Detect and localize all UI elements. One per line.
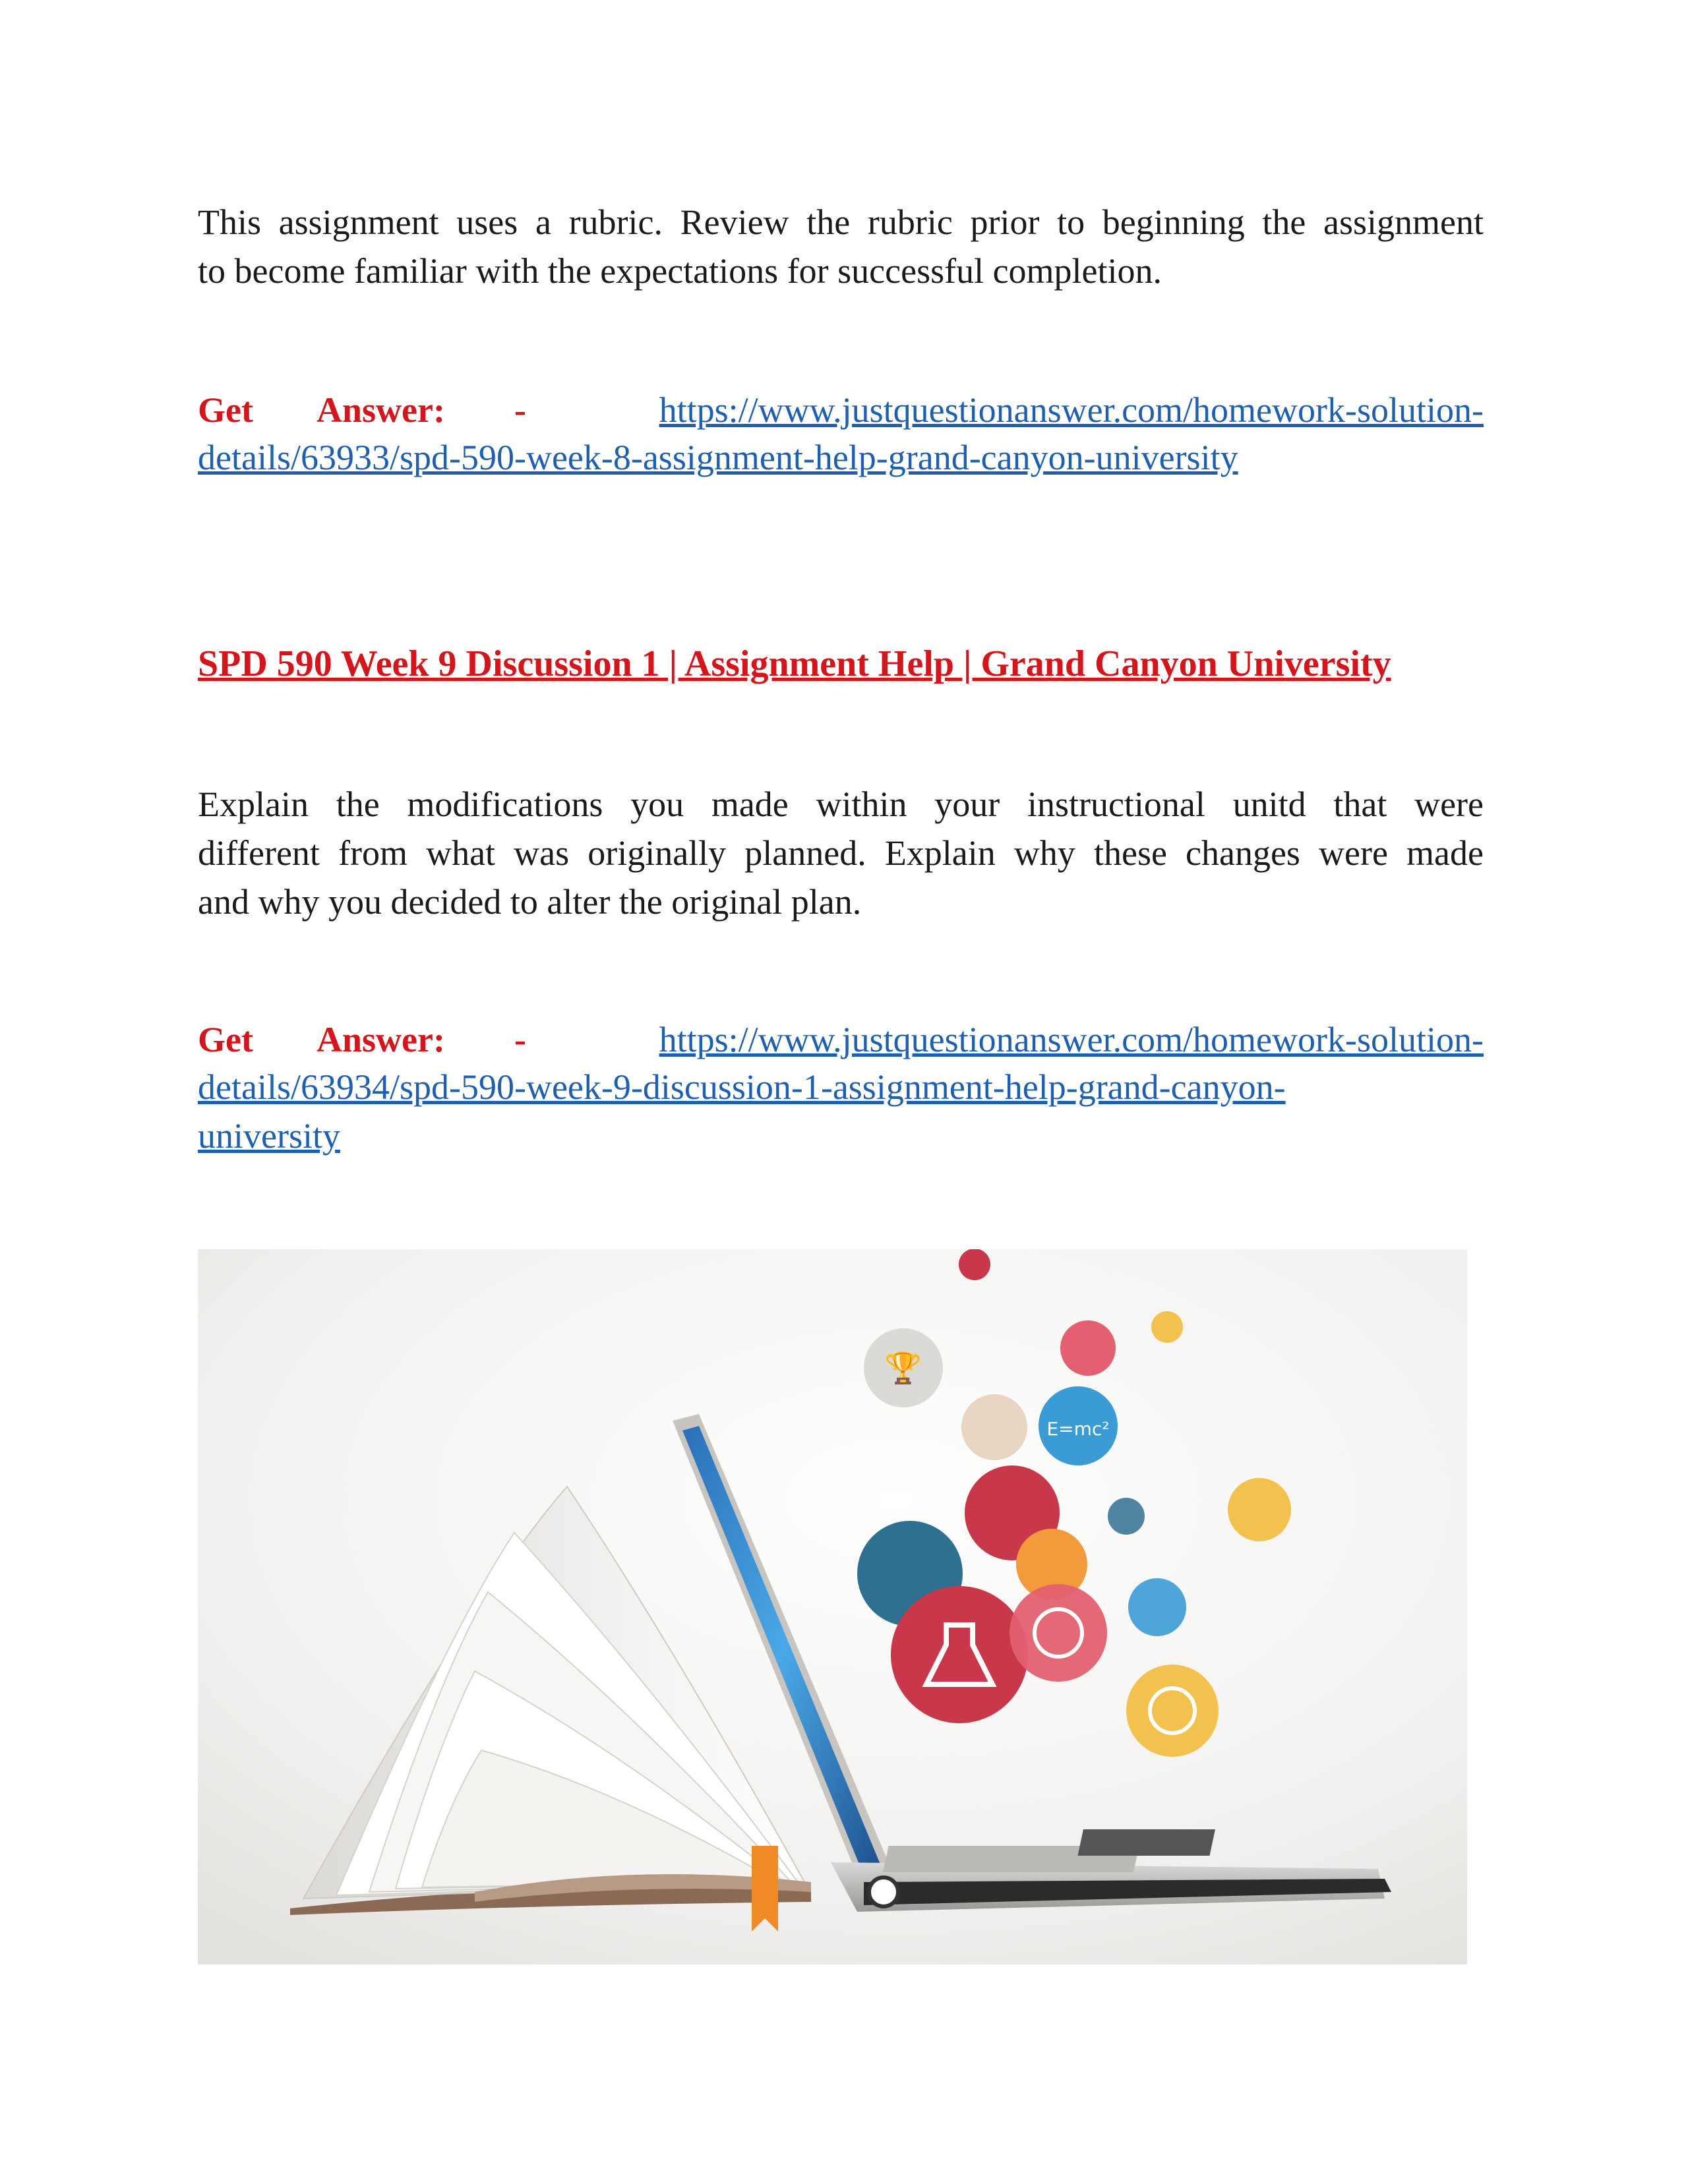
- formula-text: E=mc²: [1046, 1418, 1110, 1440]
- modifications-line-3: and why you decided to alter the original plan.: [198, 882, 862, 922]
- monitor-icon: [1108, 1498, 1145, 1535]
- rubric-line-2: to become familiar with the expectations for successful completion.: [198, 251, 1162, 291]
- answer-link-2-part-2[interactable]: details/63934/spd-590-week-9-discussion-1-assignment-help-grand-canyon-: [198, 1067, 1286, 1107]
- dash-label: -: [514, 390, 526, 430]
- get-label: Get: [198, 1020, 253, 1059]
- modifications-line-2: different from what was originally planned. Explain why these changes were made: [198, 833, 1484, 873]
- football-icon: [961, 1394, 1027, 1460]
- illustration-svg: [198, 1249, 1467, 1964]
- rubric-paragraph: [198, 198, 1484, 295]
- atom-icon: [1060, 1320, 1116, 1376]
- svg-text:🏆: 🏆: [884, 1350, 922, 1386]
- modifications-paragraph: [198, 780, 1484, 926]
- globe-icon: [1010, 1584, 1107, 1682]
- rubric-line-1: This assignment uses a rubric. Review the rubric prior to beginning the assignment: [198, 202, 1484, 242]
- answer-label: Answer:: [316, 1020, 445, 1059]
- get-answer-line-1: [198, 386, 1484, 434]
- calculator-icon: [1128, 1578, 1186, 1636]
- answer-link-1-part-2[interactable]: details/63933/spd-590-week-8-assignment-help-grand-canyon-university: [198, 438, 1238, 477]
- answer-link-1-part-1[interactable]: https://www.justquestionanswer.com/homework-solution-: [659, 390, 1484, 430]
- dash-label: -: [514, 1020, 526, 1059]
- discussion-heading[interactable]: SPD 590 Week 9 Discussion 1 | Assignment Help | Grand Canyon University: [198, 643, 1391, 684]
- get-label: Get: [198, 390, 253, 430]
- palette-icon: [1126, 1665, 1219, 1757]
- music-icon: [1151, 1311, 1183, 1343]
- code-icon: [959, 1249, 990, 1280]
- answer-link-2-part-3[interactable]: university: [198, 1116, 340, 1156]
- answer-label: Answer:: [316, 390, 445, 430]
- get-answer-line-2: [198, 1015, 1484, 1064]
- book-laptop-illustration: [198, 1249, 1467, 1964]
- answer-link-2-part-1[interactable]: https://www.justquestionanswer.com/homework-solution-: [659, 1020, 1484, 1059]
- book-icon: [1228, 1478, 1291, 1541]
- flask-icon: [891, 1586, 1028, 1723]
- modifications-line-1: Explain the modifications you made within your instructional unitd that were: [198, 784, 1484, 824]
